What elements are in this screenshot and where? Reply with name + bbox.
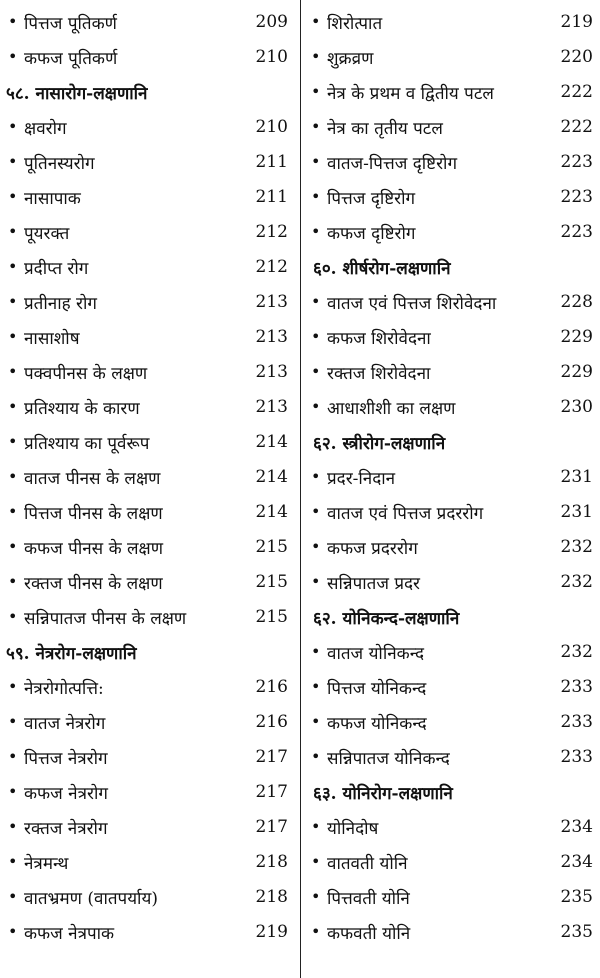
page-number: 215 [255,572,288,592]
page-number: 223 [560,187,593,207]
toc-entry [0,810,300,845]
page-number: 214 [255,467,288,487]
bullet-icon: • [311,12,321,31]
toc-entry [301,180,600,215]
entry-title: कफज नेत्ररोग [24,783,108,804]
toc-entry [0,250,300,285]
toc-entry [301,915,600,950]
section-heading [0,635,300,670]
page-number: 235 [560,887,593,907]
entry-title: सन्निपातज प्रदर [327,573,421,594]
page-number: 217 [255,782,288,802]
toc-entry [0,600,300,635]
entry-title: पित्तज नेत्ररोग [24,748,108,769]
entry-title: रक्तज शिरोवेदना [327,363,431,384]
section-heading-text: ५८. नासारोग-लक्षणानि [6,83,148,104]
bullet-icon: • [8,817,18,836]
toc-entry [0,460,300,495]
entry-title: पित्तज योनिकन्द [327,678,427,699]
page-number: 211 [255,187,288,207]
page-number: 213 [255,397,288,417]
toc-entry [301,390,600,425]
bullet-icon: • [8,292,18,311]
entry-title: प्रदीप्त रोग [24,258,89,279]
bullet-icon: • [8,887,18,906]
bullet-icon: • [8,922,18,941]
entry-title: रक्तज नेत्ररोग [24,818,108,839]
page-number: 216 [255,677,288,697]
toc-entry [0,705,300,740]
page-number: 210 [255,47,288,67]
section-heading-text: ६२. स्त्रीरोग-लक्षणानि [313,433,446,454]
bullet-icon: • [311,677,321,696]
page-number: 213 [255,327,288,347]
toc-entry [301,845,600,880]
page-number: 211 [255,152,288,172]
bullet-icon: • [8,397,18,416]
entry-title: पित्तज पूतिकर्ण [24,13,117,34]
section-heading [0,75,300,110]
page-number: 216 [255,712,288,732]
toc-entry [301,705,600,740]
entry-title: शुक्रव्रण [327,48,374,69]
entry-title: पित्तवती योनि [327,888,410,909]
bullet-icon: • [8,152,18,171]
entry-title: पक्वपीनस के लक्षण [24,363,148,384]
page-number: 223 [560,222,593,242]
entry-title: नेत्ररोगोत्पत्ति: [24,678,104,699]
page-number: 229 [560,362,593,382]
page-number: 215 [255,537,288,557]
section-heading [301,775,600,810]
page-number: 215 [255,607,288,627]
entry-title: नेत्र का तृतीय पटल [327,118,443,139]
toc-entry [0,355,300,390]
bullet-icon: • [8,607,18,626]
entry-title: पूयरक्त [24,223,70,244]
toc-entry [301,285,600,320]
page-number: 223 [560,152,593,172]
toc-entry [301,810,600,845]
entry-title: कफज शिरोवेदना [327,328,431,349]
section-heading-text: ५९. नेत्ररोग-लक्षणानि [6,643,137,664]
bullet-icon: • [8,222,18,241]
toc-entry [301,110,600,145]
entry-title: पित्तज दृष्टिरोग [327,188,416,209]
toc-entry [301,460,600,495]
toc-right-column [300,0,600,978]
toc-entry [301,40,600,75]
bullet-icon: • [311,747,321,766]
page-number: 220 [560,47,593,67]
page-number: 214 [255,502,288,522]
toc-entry [301,635,600,670]
bullet-icon: • [311,537,321,556]
page-number: 218 [255,852,288,872]
toc-entry [301,145,600,180]
entry-title: नेत्र के प्रथम व द्वितीय पटल [327,83,494,104]
toc-entry [301,530,600,565]
toc-entry [301,880,600,915]
toc-entry [301,75,600,110]
entry-title: कफज नेत्रपाक [24,923,115,944]
entry-title: कफज दृष्टिरोग [327,223,416,244]
page-number: 229 [560,327,593,347]
bullet-icon: • [311,397,321,416]
toc-entry [0,425,300,460]
entry-title: शिरोत्पात [327,13,383,34]
page-number: 231 [560,467,593,487]
entry-title: कफज पीनस के लक्षण [24,538,164,559]
toc-entry [0,5,300,40]
entry-title: आधाशीशी का लक्षण [327,398,456,419]
toc-entry [0,495,300,530]
toc-entry [301,5,600,40]
page-number: 228 [560,292,593,312]
bullet-icon: • [8,432,18,451]
bullet-icon: • [311,152,321,171]
bullet-icon: • [311,222,321,241]
toc-entry [301,215,600,250]
page-number: 219 [255,922,288,942]
page-number: 234 [560,852,593,872]
entry-title: वातवती योनि [327,853,408,874]
page-number: 214 [255,432,288,452]
page-number: 233 [560,712,593,732]
toc-entry [301,740,600,775]
bullet-icon: • [8,117,18,136]
bullet-icon: • [8,257,18,276]
bullet-icon: • [311,187,321,206]
bullet-icon: • [311,852,321,871]
bullet-icon: • [311,922,321,941]
toc-entry [0,110,300,145]
page-number: 213 [255,362,288,382]
toc-entry [0,845,300,880]
toc-entry [0,565,300,600]
page-number: 231 [560,502,593,522]
entry-title: योनिदोष [327,818,379,839]
toc-entry [301,320,600,355]
page-number: 233 [560,677,593,697]
bullet-icon: • [8,502,18,521]
entry-title: नासापाक [24,188,81,209]
bullet-icon: • [8,747,18,766]
bullet-icon: • [8,362,18,381]
toc-entry [0,320,300,355]
page-number: 209 [255,12,288,32]
entry-title: वातभ्रमण (वातपर्याय) [24,888,158,909]
entry-title: कफज योनिकन्द [327,713,427,734]
entry-title: पूतिनस्यरोग [24,153,95,174]
entry-title: सन्निपातज योनिकन्द [327,748,450,769]
bullet-icon: • [311,817,321,836]
toc-entry [0,740,300,775]
toc-entry [0,215,300,250]
bullet-icon: • [311,712,321,731]
toc-entry [301,670,600,705]
bullet-icon: • [8,47,18,66]
page-number: 213 [255,292,288,312]
page-number: 212 [255,257,288,277]
bullet-icon: • [311,47,321,66]
toc-entry [301,565,600,600]
toc-entry [0,670,300,705]
bullet-icon: • [311,117,321,136]
page-number: 230 [560,397,593,417]
bullet-icon: • [311,642,321,661]
bullet-icon: • [8,712,18,731]
toc-entry [301,355,600,390]
bullet-icon: • [8,187,18,206]
bullet-icon: • [311,572,321,591]
entry-title: वातज पीनस के लक्षण [24,468,161,489]
bullet-icon: • [311,292,321,311]
page-number: 217 [255,747,288,767]
section-heading-text: ६२. योनिकन्द-लक्षणानि [313,608,460,629]
entry-title: प्रदर-निदान [327,468,396,489]
bullet-icon: • [311,327,321,346]
bullet-icon: • [311,82,321,101]
page-number: 217 [255,817,288,837]
page-number: 234 [560,817,593,837]
entry-title: कफवती योनि [327,923,411,944]
section-heading-text: ६३. योनिरोग-लक्षणानि [313,783,453,804]
bullet-icon: • [8,852,18,871]
page-number: 233 [560,747,593,767]
entry-title: नेत्रमन्थ [24,853,69,874]
page-number: 218 [255,887,288,907]
entry-title: प्रतिश्याय का पूर्वरूप [24,433,150,454]
bullet-icon: • [8,537,18,556]
toc-entry [301,495,600,530]
bullet-icon: • [8,782,18,801]
page-number: 232 [560,642,593,662]
toc-entry [0,530,300,565]
section-heading [301,425,600,460]
bullet-icon: • [311,467,321,486]
entry-title: कफज पूतिकर्ण [24,48,118,69]
entry-title: वातज एवं पित्तज शिरोवेदना [327,293,497,314]
section-heading [301,600,600,635]
toc-entry [0,40,300,75]
bullet-icon: • [8,677,18,696]
bullet-icon: • [311,362,321,381]
entry-title: वातज योनिकन्द [327,643,424,664]
page-number: 219 [560,12,593,32]
toc-entry [0,390,300,425]
page-number: 222 [560,117,593,137]
section-heading-text: ६०. शीर्षरोग-लक्षणानि [313,258,451,279]
toc-entry [0,180,300,215]
entry-title: सन्निपातज पीनस के लक्षण [24,608,187,629]
entry-title: प्रतिश्याय के कारण [24,398,140,419]
entry-title: वातज-पित्तज दृष्टिरोग [327,153,458,174]
page-number: 210 [255,117,288,137]
toc-entry [0,285,300,320]
page-number: 235 [560,922,593,942]
page-number: 232 [560,537,593,557]
entry-title: वातज एवं पित्तज प्रदररोग [327,503,484,524]
bullet-icon: • [8,12,18,31]
section-heading [301,250,600,285]
bullet-icon: • [8,327,18,346]
entry-title: पित्तज पीनस के लक्षण [24,503,163,524]
toc-entry [0,880,300,915]
toc-entry [0,915,300,950]
entry-title: नासाशोष [24,328,80,349]
bullet-icon: • [8,467,18,486]
page-number: 232 [560,572,593,592]
entry-title: प्रतीनाह रोग [24,293,97,314]
entry-title: वातज नेत्ररोग [24,713,106,734]
toc-entry [0,145,300,180]
page-number: 212 [255,222,288,242]
entry-title: रक्तज पीनस के लक्षण [24,573,163,594]
entry-title: कफज प्रदररोग [327,538,418,559]
bullet-icon: • [311,502,321,521]
page-number: 222 [560,82,593,102]
entry-title: क्षवरोग [24,118,67,139]
bullet-icon: • [8,572,18,591]
bullet-icon: • [311,887,321,906]
toc-entry [0,775,300,810]
